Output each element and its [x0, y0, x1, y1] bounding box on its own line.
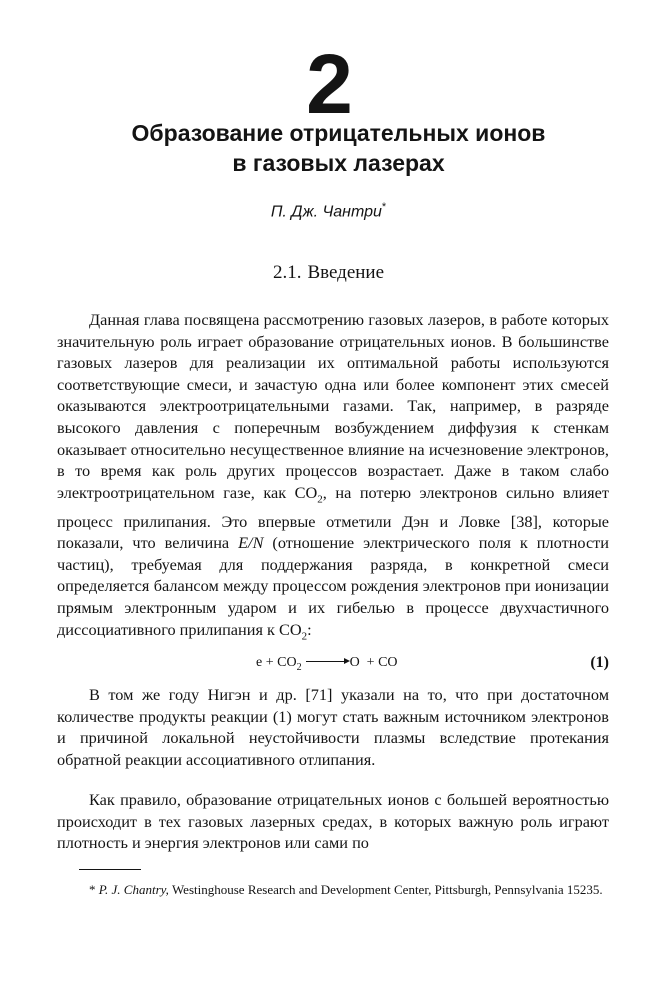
- footnote-affiliation: Westinghouse Research and Development Center, Pittsburgh, Pennsylvania 15235.: [168, 882, 603, 897]
- paragraph-2-text: В том же году Нигэн и др. [71] указали на то, что при достаточном количестве продукты реакции (1) могут стать важным источником электронов и причиной локальной неустойчивости плазмы вследствие протекания обратной реакции ассоциативного отлипания.: [57, 685, 609, 769]
- equation-rhs: O + CO: [349, 655, 398, 670]
- chapter-title: [60, 118, 617, 178]
- equation-formula: [256, 652, 398, 679]
- author-footnote-mark: *: [381, 201, 387, 213]
- equation-number: (1): [590, 654, 609, 671]
- paragraph-1-text: [57, 309, 609, 647]
- author: [0, 197, 657, 222]
- equation-lhs-sub: 2: [296, 661, 302, 673]
- footnote: [57, 880, 609, 900]
- paragraph-1: [57, 309, 609, 647]
- p1-sub-c: 2: [301, 629, 308, 642]
- chapter-title-line-1: Образование отрицательных ионов: [131, 120, 546, 146]
- footnote-mark: *: [89, 882, 96, 897]
- p1-sub-a: 2: [317, 493, 323, 505]
- footnote-author: P. J. Chantry,: [98, 882, 169, 897]
- section-heading: [0, 261, 657, 285]
- reaction-arrow-icon: [306, 661, 348, 662]
- p1-part-c: (отношение электрического поля к плотности частиц), требуемая для поддержания разряда, в конкретной смеси определяется балансом между процессом рождения электронов при ионизации прямым электронным ударом и их гибелью в процессе двухчастичного диссоциативного прилипания к CO: [57, 533, 610, 639]
- chapter-title-line-2: в газовых лазерах: [232, 150, 445, 176]
- p1-part-b: , на потерю электронов сильно влияет процесс прилипания. Это впервые отметили Дэн и Ловке [38], которые показали, что величина: [57, 482, 609, 553]
- author-name: П. Дж. Чантри: [270, 203, 382, 221]
- equation-1: [57, 652, 609, 674]
- section-number: 2.1.: [272, 262, 302, 283]
- paragraph-3-text: Как правило, образование отрицательных ионов с большей вероятностью происходит в тех газовых лазерных средах, в которых важную роль играют плотность и энергия электронов или сами по: [57, 790, 609, 853]
- equation-lhs: e + CO: [256, 655, 297, 670]
- paragraph-2: [57, 684, 609, 770]
- p1-part-d: :: [307, 619, 312, 639]
- p1-part-a: Данная глава посвящена рассмотрению газовых лазеров, в работе которых значительную роль играет образование отрицательных ионов. В большинстве газовых лазеров для реализации их оптимальной работы используются соответствующие смеси, и зачастую одна или более компонент этих смесей оказываются электроотрицательными газами. Так, например, в разряде высокого давления с поперечным возбуждением диффузия к стенкам оказывает относительно несущественное влияние на исчезновение электронов, в то время как роль других процессов возрастает. Даже в таком слабо электроотрицательном газе, как CO: [57, 310, 609, 502]
- footnote-text: [57, 880, 609, 900]
- p1-italic-en: E/N: [238, 533, 264, 553]
- footnote-divider: [79, 869, 141, 870]
- paragraph-3: [57, 789, 609, 854]
- section-title: Введение: [307, 262, 385, 283]
- chapter-number: 2: [306, 37, 351, 131]
